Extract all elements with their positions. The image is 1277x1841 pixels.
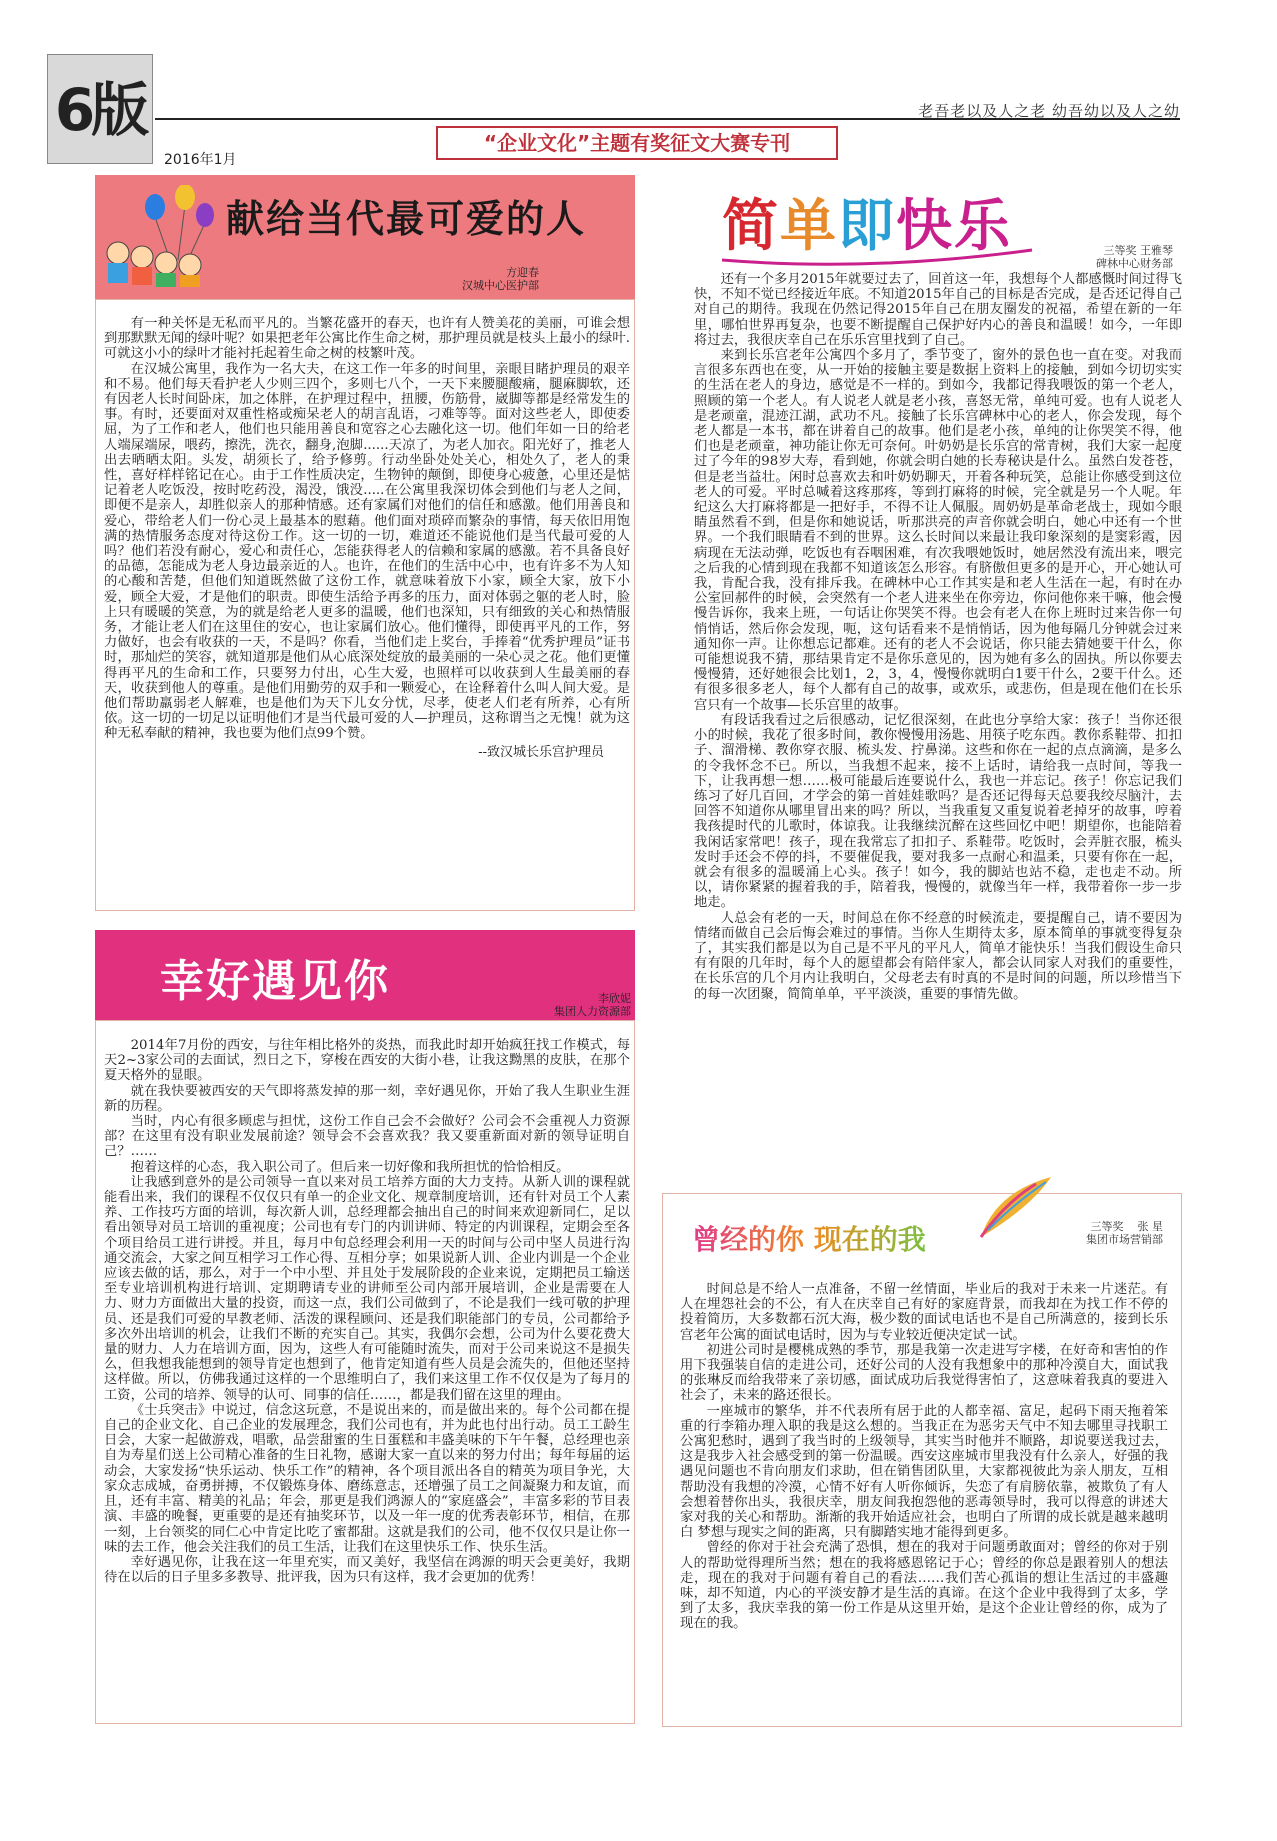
- article3-award: 三等奖: [1103, 244, 1137, 257]
- article3-title-part: 单: [780, 194, 838, 259]
- article1-title: 献给当代最可爱的人: [226, 197, 587, 241]
- paragraph: 有段话我看过之后很感动，记忆很深刻，在此也分享给大家：孩子！当你还很小的时候，我花了很多时间，教你慢慢用汤匙、用筷子吃东西。教你系鞋带、扣扣子、溜滑梯、教你穿衣服、梳头发、拧鼻涕。这些和你在一起的点点滴滴，是多么的令我怀念不已。所以，当我想不起来，接不上话时，请给我一点时间，等我一下，让我再想一想……极可能最后连要说什么，我也一并忘记。孩子！你忘记我们练习了好几百回，才学会的第一首娃娃歌吗？是否还记得每天总要我绞尽脑汁，去回答不知道你从哪里冒出来的吗？所以，当我重复又重复说着老掉牙的故事，哼着我孩提时代的儿歌时，体谅我。让我继续沉醉在这些回忆中吧！期望你，也能陪着我闲话家常吧！孩子，现在我常忘了扣扣子、系鞋带。吃饭时，会弄脏衣服，梳头发时手还会不停的抖，不要催促我，要对我多一点耐心和温柔，只要有你在一起，就会有很多的温暖涌上心头。孩子！如今，我的脚站也站不稳，走也走不动。所以，请你紧紧的握着我的手，陪着我，慢慢的，就像当年一样，我带着你一步一步地走。: [694, 712, 1182, 911]
- issue-date: 2016年1月: [164, 152, 237, 168]
- paragraph: 让我感到意外的是公司领导一直以来对员工培养方面的大力支持。从新人训的课程就能看出来，我们的课程不仅仅只有单一的企业文化、规章制度培训，还有针对员工个人素养、工作技巧方面的培训，每次新人训，总经理都会抽出自己的时间来欢迎新同仁，足以看出领导对员工培训的重视度；公司也有专门的内训讲师、特定的内训课程，定期会至各个项目给员工进行讲授。并且，每月中旬总经理会利用一天的时间与公司中坚人员进行沟通交流会，大家之间互相学习工作心得、互相分享；如果说新人训、企业内训是一个企业应该去做的话，那么，对于一个中小型、并且处于发展阶段的企业来说，定期把员工输送至专业培训机构进行培训、定期聘请专业的讲师至公司内部开展培训，企业是需要在人力、财力方面做出大量的投资，而这一点，我们公司做到了，不论是我们一线可敬的护理员、还是我们可爱的早教老师、活泼的课程顾问、还是我们职能部门的专员，公司都给予多次外出培训的机会，让我们不断的充实自己。其实，我偶尔会想，公司为什么要花费大量的财力、人力在培训方面，因为，这些人有可能随时流失，而对于公司来说这不是损失么，但我想我能想到的领导肯定也想到了，他肯定知道有些人员是会流失的，但他还坚持这样做。所以，仿佛我通过这样的一个思维明白了，我们来这里工作不仅仅是为了每月的工资，公司的培养、领导的认可、同事的信任……，都是我们留在这里的理由。: [104, 1174, 630, 1403]
- paragraph: 人总会有老的一天，时间总在你不经意的时候流走，要提醒自己，请不要因为情绪而做自己会后悔会难过的事情。当你人生期待太多，原本简单的事就变得复杂了，其实我们都是以为自己是不平凡的平凡人，简单才能快乐！当我们假设生命只有有限的几年时，每个人的愿望都会有陪伴家人，都会认同家人对我们的重要性，在长乐宫的几个月内让我明白，父母老去有时真的不是时间的问题，所以珍惜当下的每一次团聚，简简单单，平平淡淡，重要的事情先做。: [694, 910, 1182, 1002]
- paragraph: 2014年7月份的西安，与往年相比格外的炎热，而我此时却开始疯狂找工作模式，每天2~3家公司的去面试，烈日之下，穿梭在西安的大街小巷，让我这黝黑的皮肤，在那个夏天格外的显眼。: [104, 1038, 630, 1084]
- paragraph: 幸好遇见你，让我在这一年里充实，而又美好，我坚信在鸿源的明天会更美好，我期待在以后的日子里多多教导、批评我，因为只有这样，我才会更加的优秀！: [104, 1554, 630, 1586]
- article4-title: [692, 1218, 926, 1258]
- article3-body: [694, 272, 1182, 1002]
- page-number-badge: 6版: [47, 54, 153, 164]
- article3-title-part: 快乐: [896, 194, 1012, 259]
- special-issue-title: “企业文化”主题有奖征文大赛专刊: [436, 126, 838, 160]
- feather-decoration: [976, 1172, 1056, 1242]
- article3-byline: [1096, 244, 1173, 270]
- article4-title-text: 曾经的你 现在的我: [692, 1223, 926, 1256]
- paragraph: 在汉城公寓里，我作为一名大夫，在这工作一年多的时间里，亲眼目睹护理员的艰辛和不易。他们每天看护老人少则三四个，多则七八个，一天下来腰腿酸痛，腿麻脚软，还有因老人长时间卧床，加之体胖，在护理过程中，扭腰，伤筋骨，崴脚等都是经常发生的事。有时，还要面对双重性格或痴呆老人的胡言乱语，刁难等等。面对这些老人，即使委屈，为了工作和老人，他们也只能用善良和宽容之心去融化这一切。他们年如一日的给老人端屎端尿，喂药，擦洗，洗衣，翻身,泡脚......天凉了，为老人加衣。阳光好了，推老人出去晒晒太阳。头发，胡须长了，给予修剪。行动坐卧处处关心，相处久了，老人的秉性，喜好样样铭记在心。由于工作性质决定，生物钟的颠倒，即使身心疲惫，心里还是惦记着老人吃饭没，按时吃药没，渴没，饿没.....在公寓里我深切体会到他们与老人之间，即便不是亲人，却胜似亲人的那种情感。还有家属们对他们的信任和感激。他们用善良和爱心，带给老人们一份心灵上最基本的慰藉。他们面对琐碎而繁杂的事情，每天依旧用饱满的热情服务态度对待这份工作。这一切的一切，难道还不能说他们是当代最可爱的人吗？他们若没有耐心，爱心和责任心，怎能获得老人的信赖和家属的感激。若不具备良好的品德，怎能成为老人身边最亲近的人。也许，在他们的生活中心中，也有许多不为人知的心酸和苦楚，但他们知道既然做了这份工作，就意味着放下小家，顾全大家，放下小爱，顾全大爱，才是他们的职责。即使生活给予再多的压力，面对体弱之躯的老人时，脸上只有暖暖的笑意，为的就是给老人更多的温暖，他们也深知，只有细致的关心和热情服务，才能让老人们在这里住的安心，也让家属们放心。他们懂得，即使再平凡的工作，努力做好，也会有收获的一天，不是吗？你看，当他们走上奖台，手捧着“优秀护理员”证书时，那灿烂的笑容，就知道那是他们从心底深处绽放的最美丽的一朵心灵之花。他们更懂得再平凡的生命和工作，只要努力付出，心生大爱，也照样可以收获到人生最美丽的春天，收获到他人的尊重。是他们用勤劳的双手和一颗爱心，在诠释着什么叫人间大爱。是他们帮助羸弱老人解难，也是他们为天下儿女分忧，尽孝，使老人们老有所养，心有所依。这一切的一切足以证明他们才是当代最可爱的人—护理员，这称谓当之无愧！就为这种无私奉献的精神，我也要为他们点99个赞。: [104, 361, 630, 742]
- title-swoosh-decoration: [712, 248, 1042, 268]
- article1-author: 方迎春: [506, 266, 539, 279]
- article2-author: 李欣妮: [598, 992, 631, 1005]
- article1-byline: [462, 266, 539, 292]
- paragraph: 有一种关怀是无私而平凡的。当繁花盛开的春天，也许有人赞美花的美丽，可谁会想到那默默无闻的绿叶呢？如果把老年公寓比作生命之树，那护理员就是枝头上最小的绿叶.可就这小小的绿叶才能衬托起着生命之树的枝繁叶茂。: [104, 316, 630, 362]
- children-balloons-illustration: [100, 185, 220, 290]
- article3-author: 王雅琴: [1140, 244, 1173, 257]
- paragraph: 初进公司时是樱桃成熟的季节，那是我第一次走进写字楼，在好奇和害怕的作用下我强装自信的走进公司，还好公司的人没有我想象中的那种冷漠自大，面试我的张琳反而给我带来了亲切感，面试成功后我觉得害怕了，这意味着我真的要进入社会了，未来的路还很长。: [680, 1342, 1168, 1404]
- paragraph: 曾经的你对于社会充满了恐惧，想在的我对于问题勇敢面对；曾经的你对于别人的帮助觉得理所当然；想在的我将感恩铭记于心；曾经的你总是跟着别人的想法走，现在的我对于问题有着自己的看法……我们苦心孤诣的想让生活过的丰盛趣味，却不知道，内心的平淡安静才是生活的真谛。在这个企业中我得到了太多，学到了太多，我庆幸我的第一份工作是从这里开始，是这个企业让曾经的你，成为了现在的我。: [680, 1540, 1168, 1632]
- article2-body: [104, 1038, 630, 1585]
- article3-dept: 碑林中心财务部: [1096, 257, 1173, 270]
- paragraph: 抱着这样的心态，我入职公司了。但后来一切好像和我所担忧的恰恰相反。: [130, 1159, 570, 1175]
- article4-award: 三等奖: [1090, 1220, 1124, 1233]
- article3-title-part: 简: [722, 194, 780, 259]
- article2-byline: [554, 992, 631, 1018]
- header-motto: 老吾老以及人之老 幼吾幼以及人之幼: [918, 102, 1180, 120]
- paragraph: 还有一个多月2015年就要过去了，回首这一年，我想每个人都感慨时间过得飞快，不知不觉已经接近年底。不知道2015年自己的目标是否完成，是否还记得自己对自己的期待。我现在仍然记得2015年自己在朋友圈发的祝福，希望在新的一年里，哪怕世界再复杂，也要不断提醒自己保护好内心的善良和温暖！如今，一年即将过去，我很庆幸自己在乐乐宫里找到了自己。: [694, 272, 1182, 348]
- article4-body: [680, 1282, 1168, 1632]
- paragraph: 来到长乐宫老年公寓四个多月了，季节变了，窗外的景色也一直在变。对我而言很多东西也在变，从一开始的接触主要是数据上资料上的接触，到如今切切实实的生活在老人的身边，感觉是不一样的。到如今，我都记得我喂饭的第一个老人，照顾的第一个老人。有人说老人就是老小孩，喜怒无常，单纯可爱。也有人说老人是老顽童，混迹江湖，武功不凡。接触了长乐宫碑林中心的老人，你会发现，每个老人都是一本书，都在讲着自己的故事。他们是老小孩，单纯的让你哭笑不得，他们也是老顽童，神功能让你无可奈何。叶奶奶是长乐宫的常青树，我们大家一起度过了今年的98岁大寿，看到她，你就会明白她的长寿秘诀是什么。虽然白发苍苍，但是老当益壮。闲时总喜欢去和叶奶奶聊天，开着各种玩笑，总能让你感受到这位老人的可爱。平时总喊着这疼那疼，等到打麻将的时候，完全就是另一个人呢。年纪这么大打麻将都是一把好手，不得不让人佩服。周奶奶是革命老战士，现如今眼睛虽然看不到，但是你和她说话，听那洪亮的声音你就会明白，她心中还有一个世界。一个我们眼睛看不到的世界。这么长时间以来最让我印象深刻的是窦彩霞，因病现在无法动弹，吃饭也有吞咽困难，有次我喂她饭时，她居然没有流出来，喂完之后我的心情到现在我都不知道该怎么形容。有脐傲但更多的是开心，开心她认可我，肯配合我，没有排斥我。在碑林中心工作其实是和老人生活在一起，有时在办公室回郝件的时候，会突然有一个老人进来坐在你旁边，你问他你来干嘛，他会慢慢告诉你，我来上班，一句话让你哭笑不得。也会有老人在你上班时过来告你一句悄悄话，然后你会发现，呃，这句话看来不是悄悄话，因为他每隔几分钟就会过来通知你一声。让你想忘记都难。还有的老人不会说话，你只能去猜她要干什么，你可能想说我不猜，那结果肯定不是你乐意见的，因为她有多么的固执。所以你要去慢慢猜，还好她很会比划1，2，3，4，慢慢你就明白1要干什么，2要干什么。还有很多很多老人，每个人都有自己的故事，或欢乐，或悲伤，但是现在他们在长乐宫只有一个故事—长乐宫里的故事。: [694, 348, 1182, 713]
- article4-dept: 集团市场营销部: [1086, 1233, 1163, 1246]
- paragraph: 就在我快要被西安的天气即将蒸发掉的那一刻，幸好遇见你，开始了我人生职业生涯新的历程。: [104, 1083, 630, 1114]
- paragraph: 一座城市的繁华，并不代表所有居于此的人都幸福、富足，起码下雨天拖着笨重的行李箱办理入职的我是这么想的。当我正在为恶劣天气中不知去哪里寻找职工公寓犯愁时，遇到了我当时的上级领导，其实当时他并不顺路，却说要送我过去，这是我步入社会感受到的第一份温暖。西安这座城市里我没有什么亲人，好强的我遇见问题也不肯向朋友们求助，但在销售团队里，大家都视彼此为亲人朋友，互相帮助没有我想的冷漠，心情不好有人听你倾诉，失恋了有肩膀依靠，被欺负了有人会想着替你出头，我很庆幸，朋友间我抱怨他的恶毒领导时，我可以得意的讲述大家对我的关心和帮助。渐渐的我开始适应社会，也明白了所谓的成长就是越来越明白 梦想与现实之间的距离，只有脚踏实地才能得到更多。: [680, 1403, 1168, 1541]
- article1-body: [104, 316, 630, 760]
- article3-title-part: 即: [838, 194, 896, 259]
- paragraph: 当时，内心有很多顾虑与担忧，这份工作自己会不会做好？公司会不会重视人力资源部？在这里有没有职业发展前途？领导会不会喜欢我？我又要重新面对新的领导证明自己？……: [104, 1114, 630, 1160]
- paragraph: 时间总是不给人一点准备，不留一丝情面，毕业后的我对于未来一片迷茫。有人在埋怨社会的不公，有人在庆幸自己有好的家庭背景，而我却在为找工作不停的投着简历，大多数都石沉大海，极少数的面试电话也不是自己所满意的，接到长乐宫老年公寓的面试电话时，因为与专业较近便决定试一试。: [680, 1282, 1168, 1343]
- article2-title: 幸好遇见你: [160, 956, 390, 1007]
- article4-byline: [1086, 1220, 1163, 1246]
- article1-signoff: --致汉城长乐宫护理员: [478, 744, 604, 760]
- article1-dept: 汉城中心医护部: [462, 279, 539, 292]
- article4-author: 张 星: [1137, 1220, 1163, 1233]
- paragraph: 《士兵突击》中说过，信念这玩意，不是说出来的，而是做出来的。每个公司都在提自己的企业文化、自己企业的发展理念，我们公司也有，并为此也付出行动。员工工龄生日会，大家一起做游戏，唱歌，品尝甜蜜的生日蛋糕和丰盛美味的下午午餐，总经理也亲自为寿星们送上公司精心准备的生日礼物，感谢大家一直以来的努力付出；每年每届的运动会，大家发扬“快乐运动、快乐工作”的精神，各个项目派出各自的精英为项目争光，大家众志成城，奋勇拼搏，不仅锻炼身体、磨练意志，还增强了员工之间凝聚力和友谊，而且，还有丰富、精美的礼品；年会，那更是我们鸿源人的“家庭盛会”，丰富多彩的节目表演、丰盛的晚餐，更重要的是还有抽奖环节，以及一年一度的优秀表彰环节，相信，在那一刻，上台领奖的同仁心中肯定比吃了蜜都甜。这就是我们的公司，他不仅仅只是让你一味的去工作，他会关注我们的员工生活，让我们在这里快乐工作、快乐生活。: [104, 1402, 630, 1555]
- article2-dept: 集团人力资源部: [554, 1005, 631, 1018]
